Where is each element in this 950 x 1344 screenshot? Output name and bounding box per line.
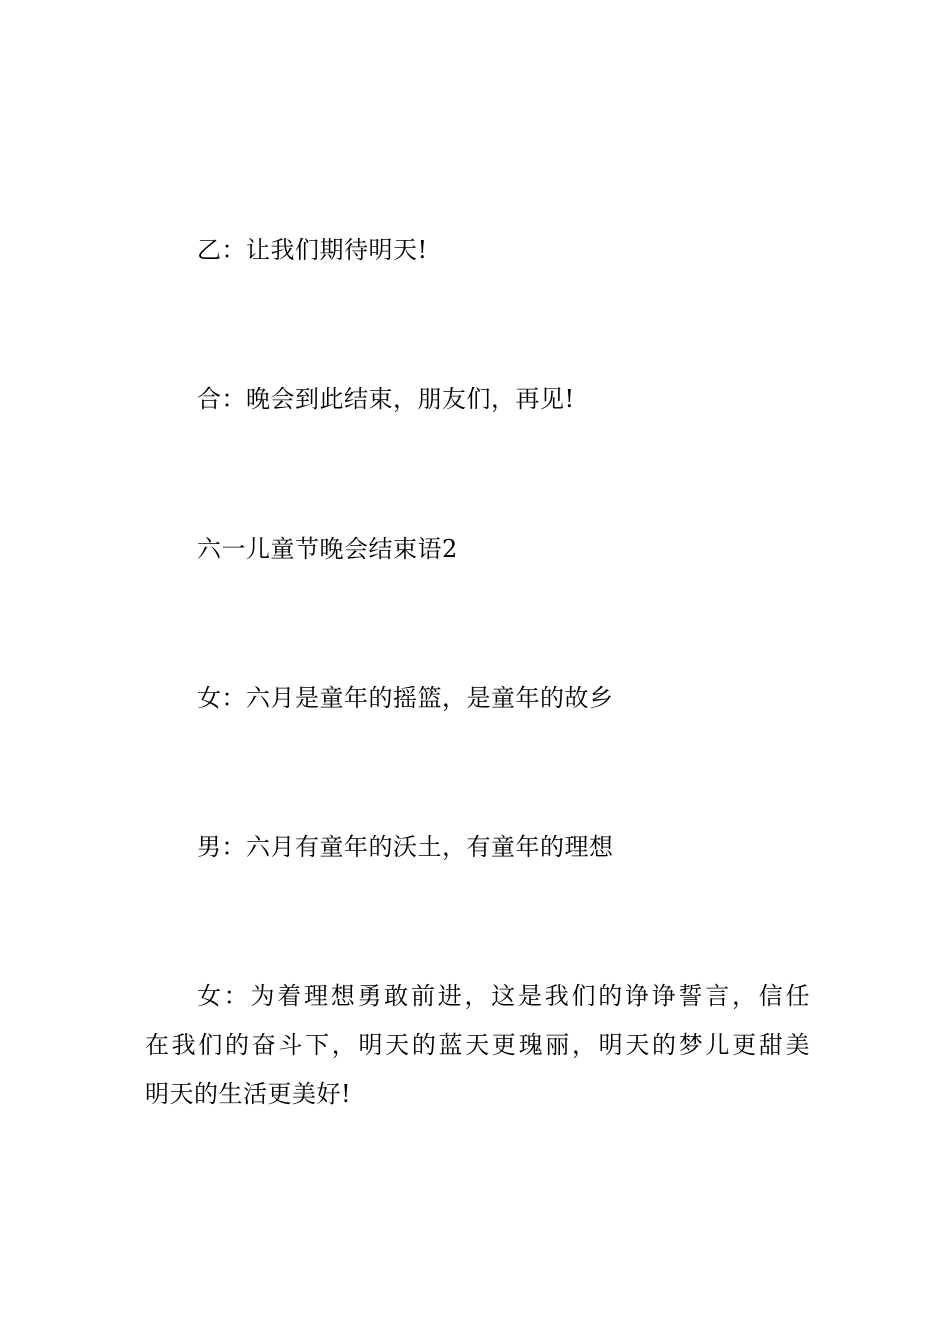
paragraph-female-2 (145, 984, 810, 1106)
paragraph-line: 女：为着理想勇敢前进，这是我们的诤诤誓言，信任 (197, 982, 810, 1010)
paragraph-female-1: 女：六月是童年的摇篮，是童年的故乡 (197, 684, 614, 712)
paragraph-closing-he: 合：晚会到此结束，朋友们，再见! (197, 385, 575, 413)
paragraph-male-1: 男：六月有童年的沃土，有童年的理想 (197, 833, 614, 861)
paragraph-line: 在我们的奋斗下，明天的蓝天更瑰丽，明天的梦儿更甜美 (145, 1031, 810, 1059)
section-heading: 六一儿童节晚会结束语2 (197, 535, 458, 563)
paragraph-closing-yi: 乙：让我们期待明天! (197, 236, 428, 264)
paragraph-line: 明天的生活更美好! (145, 1080, 352, 1108)
